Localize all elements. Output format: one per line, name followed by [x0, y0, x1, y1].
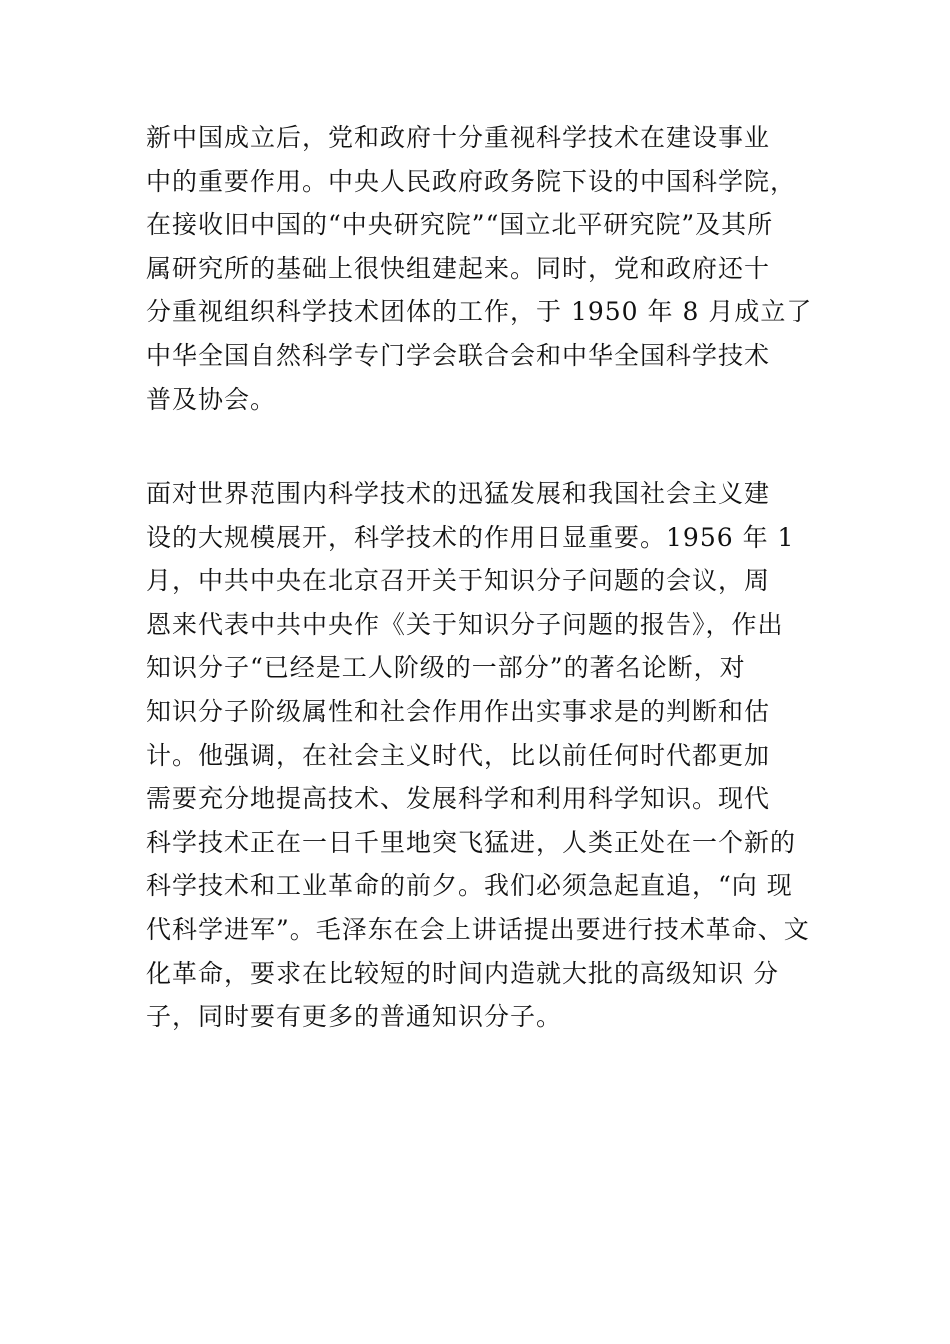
text-line: 新中国成立后，党和政府十分重视科学技术在建设事业 [146, 123, 771, 152]
paragraph [146, 472, 836, 1082]
text-line [146, 1039, 836, 1083]
text-line: 计。他强调，在社会主义时代，比以前任何时代都更加 [146, 740, 771, 770]
text-line: 子，同时要有更多的普通知识分子。 [146, 1002, 563, 1032]
text-line: 普及协会。 [146, 384, 277, 414]
text-line: 属研究所的基础上很快组建起来。同时，党和政府还十 [146, 253, 771, 283]
text-line: 知识分子阶级属性和社会作用作出实事求是的判断和估 [146, 696, 771, 726]
text-line: 化革命，要求在比较短的时间内造就大批的高级知识 分 [146, 958, 779, 988]
text-line: 科学技术正在一日千里地突飞猛进，人类正处在一个新的 [146, 827, 797, 857]
text-line: 中的重要作用。中央人民政府政务院下设的中国科学院， [146, 166, 797, 196]
text-line: 月，中共中央在北京召开关于知识分子问题的会议，周 [146, 566, 771, 596]
text-line: 分重视组织科学技术团体的工作，于 1950 年 8 月成立了 [146, 297, 813, 327]
paragraph [146, 116, 836, 421]
text-line: 需要充分地提高技术、发展科学和利用科学知识。现代 [146, 784, 771, 814]
text-line: 面对世界范围内科学技术的迅猛发展和我国社会主义建 [146, 479, 771, 508]
text-line: 知识分子“已经是工人阶级的一部分”的著名论断，对 [146, 653, 746, 683]
text-line: 科学技术和工业革命的前夕。我们必须急起直追，“向 现 [146, 871, 793, 901]
text-line: 在接收旧中国的“中央研究院”“国立北平研究院”及其所 [146, 210, 774, 240]
text-line: 设的大规模展开，科学技术的作用日显重要。1956 年 1 [146, 522, 795, 552]
text-line: 中华全国自然科学专门学会联合会和中华全国科学技术 [146, 340, 771, 370]
text-line: 恩来代表中共中央作《关于知识分子问题的报告》，作出 [146, 609, 784, 639]
text-line: 代科学进军”。毛泽东在会上讲话提出要进行技术革命、文 [146, 914, 810, 944]
